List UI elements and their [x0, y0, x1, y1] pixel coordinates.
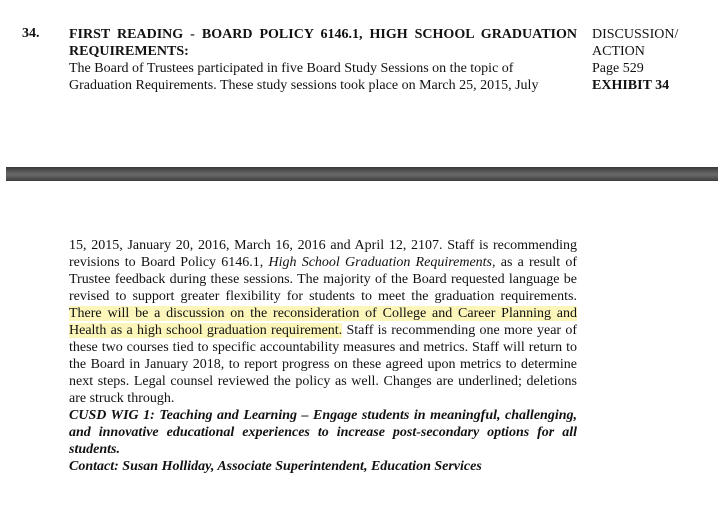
action-column — [592, 26, 712, 94]
exhibit-label: EXHIBIT 34 — [592, 78, 670, 93]
item-continuation — [69, 237, 577, 475]
description-paragraph — [69, 237, 577, 407]
wig-statement: CUSD WIG 1: Teaching and Learning – Engage students in meaningful, challenging, and innovative educational experiences to increase post-secondary options for all students. — [69, 408, 577, 457]
item-body-line: The Board of Trustees participated in five Board Study Sessions on the topic of — [69, 61, 514, 76]
action-type-line: ACTION — [592, 44, 645, 59]
contact-line: Contact: Susan Holliday, Associate Superintendent, Education Services — [69, 459, 482, 474]
action-type-line: DISCUSSION/ — [592, 27, 679, 42]
description-text: Staff is recommending one more year of these two courses tied to specific accountability measures and metrics. Staff will return to the Board in January 2018, to report progress on these agreed upon metrics to determine next steps. Legal counsel reviewed the policy as well. Changes are underlined; deletions are struck through. — [69, 323, 577, 406]
item-title: FIRST READING - BOARD POLICY 6146.1, HIGH SCHOOL GRADUATION REQUIREMENTS: — [69, 27, 577, 59]
item-number: 34. — [22, 26, 40, 41]
page-break-divider — [6, 167, 718, 181]
agenda-item — [69, 26, 577, 94]
description-text: as a result of Trustee feedback during these sessions. The majority of the Board requested language be revised to support greater flexibility for students to meet the graduation requirements. — [69, 255, 577, 304]
page-reference: Page 529 — [592, 61, 644, 76]
item-body-line: Graduation Requirements. These study sessions took place on March 25, 2015, July — [69, 78, 539, 93]
description-text: 15, 2015, January 20, 2016, March 16, 2016 and April 12, 2107. Staff is recommending revisions to Board Policy 6146.1, — [69, 238, 577, 270]
highlighted-text: There will be a discussion on the reconsideration of College and Career Planning and Health as a high school graduation requirement. — [69, 306, 577, 338]
policy-name: High School Graduation Requirements, — [268, 255, 496, 270]
